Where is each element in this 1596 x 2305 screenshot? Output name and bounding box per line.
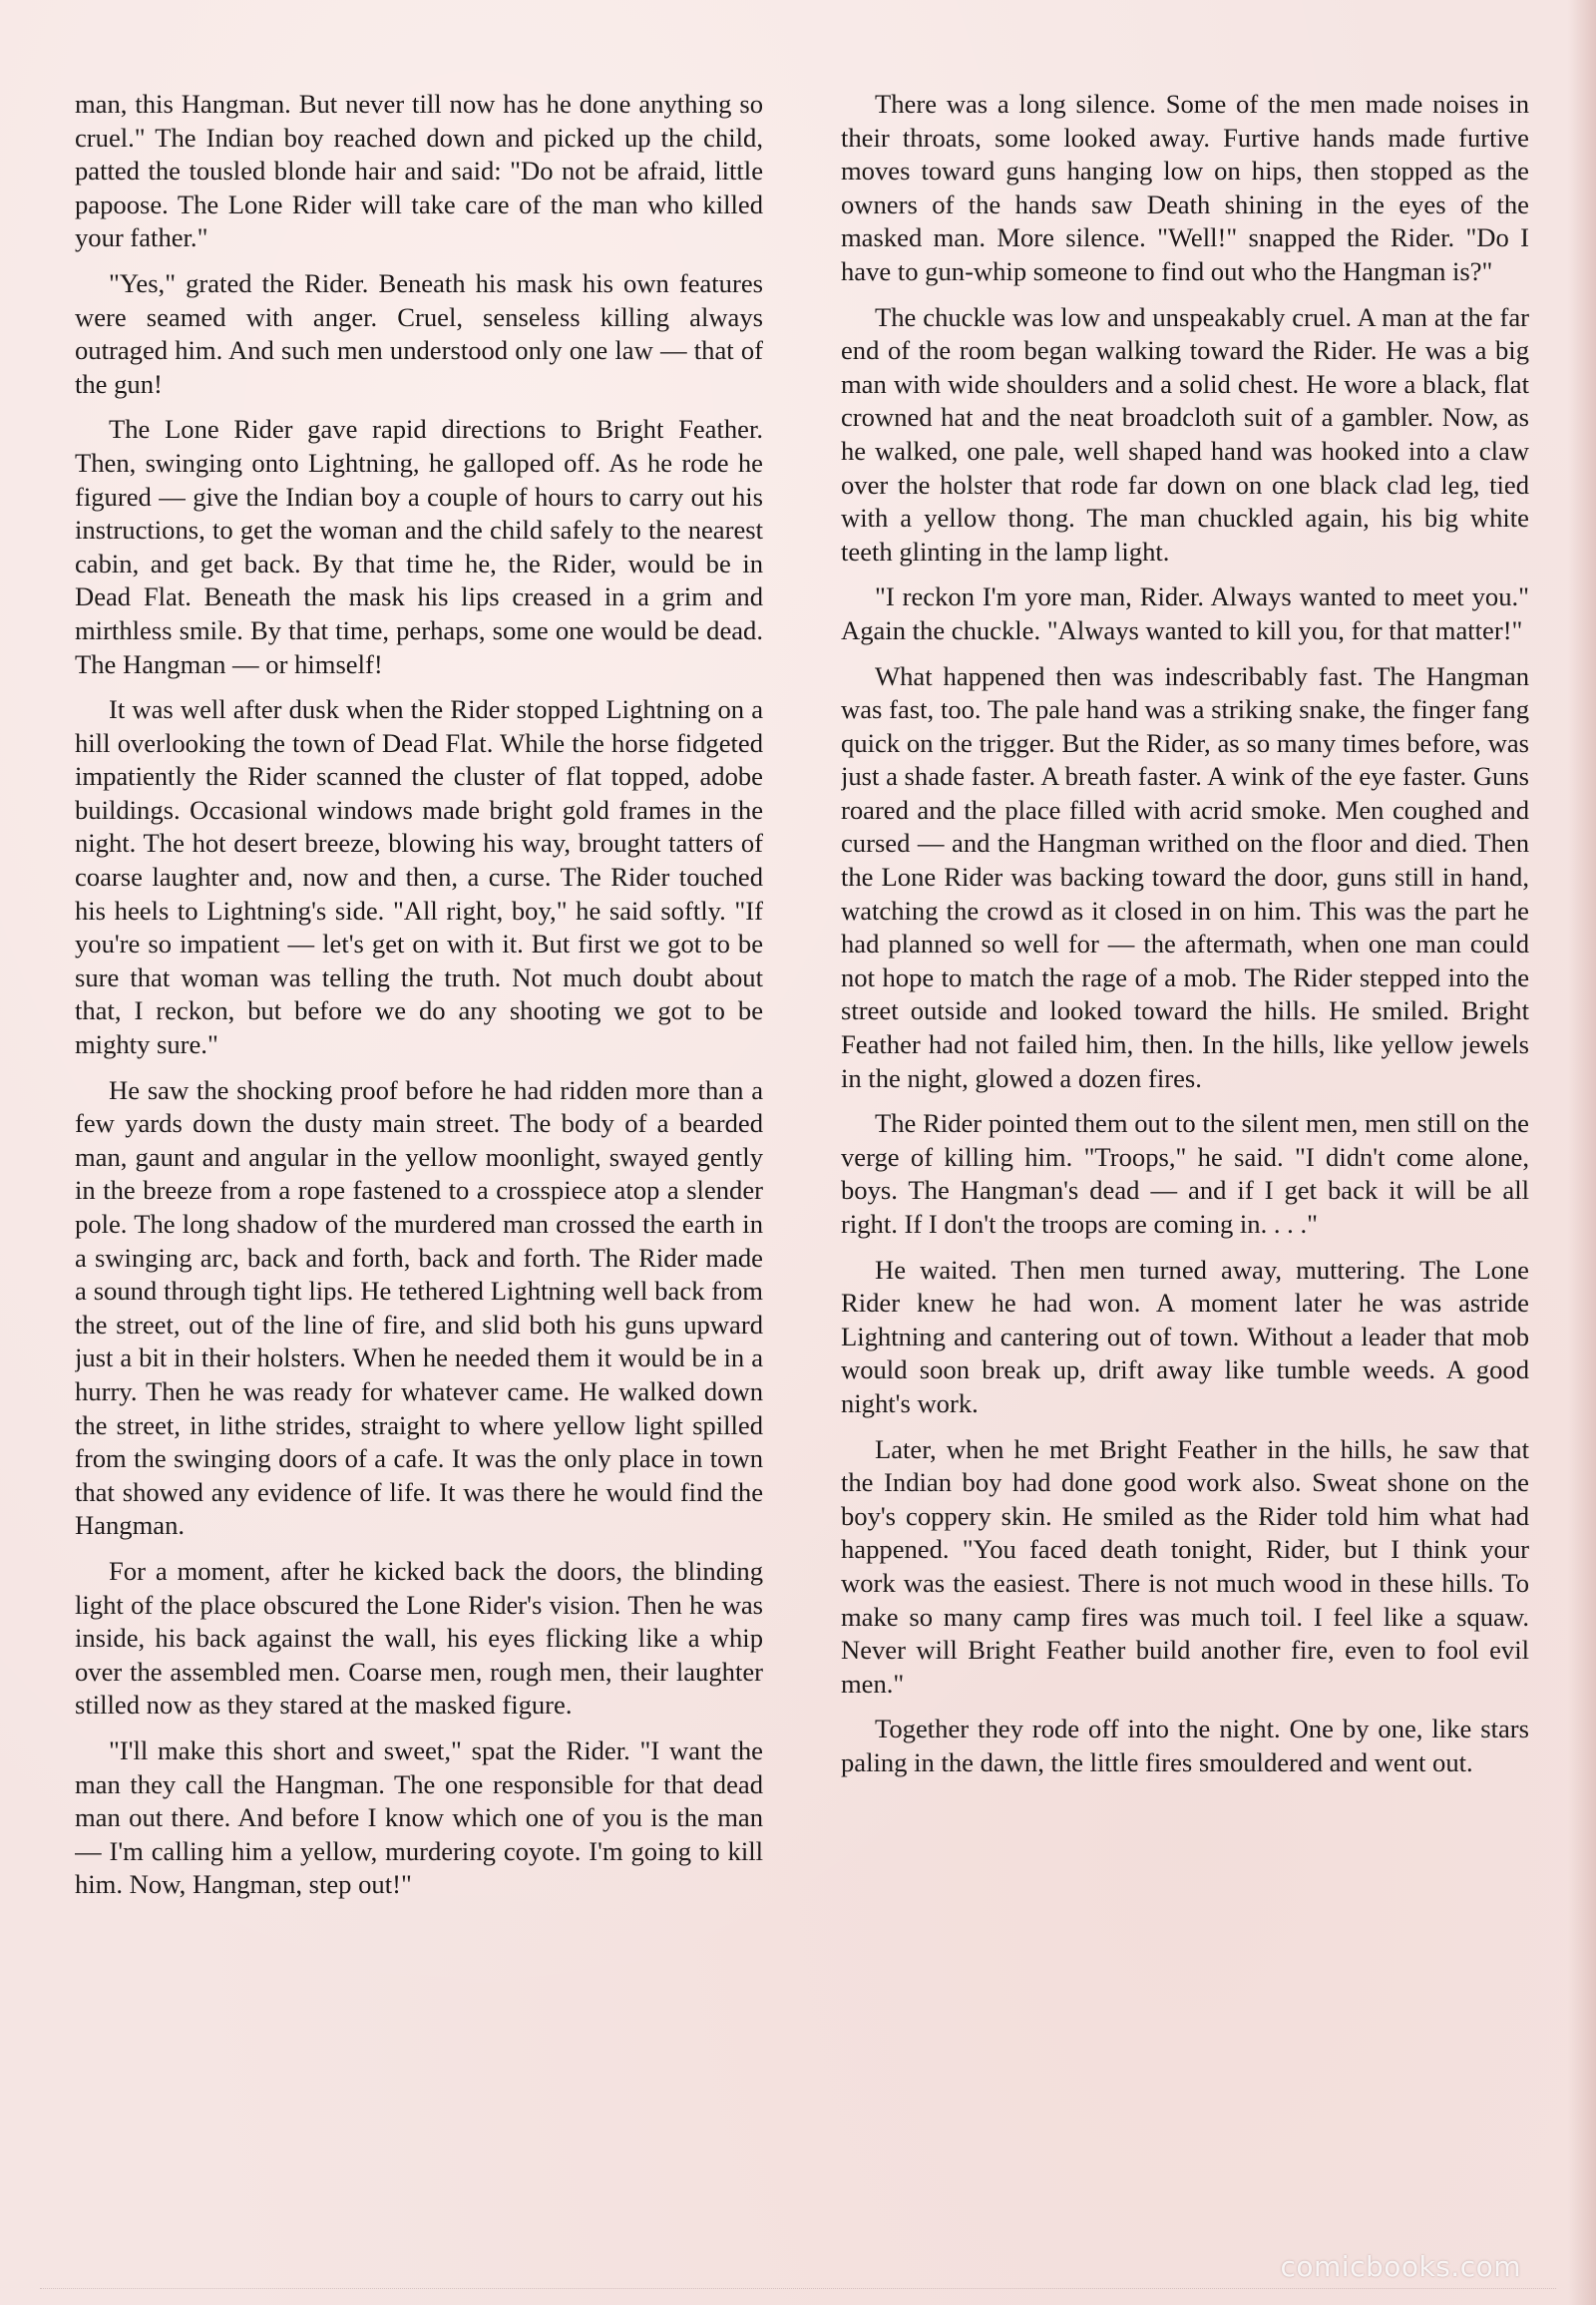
- paragraph: man, this Hangman. But never till now has he done anything so cruel." The Indian boy reached down and picked up the child, patted the tousled blonde hair and said: "Do not be afraid, little papoose. The Lone Rider will take care of the man who killed your father.": [75, 89, 763, 253]
- paragraph: There was a long silence. Some of the men made noises in their throats, some looked away. Furtive hands made furtive moves toward guns hanging low on hips, then stopped as the owners of the hands saw Death shining in the eyes of the masked man. More silence. "Well!" snapped the Rider. "Do I have to gun-whip someone to find out who the Hangman is?": [841, 89, 1529, 286]
- paragraph: The Rider pointed them out to the silent men, men still on the verge of killing him. "Troops," he said. "I didn't come alone, boys. The Hangman's dead — and if I get back it will be all right. If I don't the troops are coming in. . . .": [841, 1108, 1529, 1239]
- paragraph: He waited. Then men turned away, muttering. The Lone Rider knew he had won. A moment later he was astride Lightning and cantering out of town. Without a leader that mob would soon break up, drift away like tumble weeds. A good night's work.: [841, 1254, 1529, 1418]
- paragraph: It was well after dusk when the Rider stopped Lightning on a hill overlooking the town of Dead Flat. While the horse fidgeted impatiently the Rider scanned the cluster of flat topped, adobe buildings. Occasional windows made bright gold frames in the night. The hot desert breeze, blowing his way, brought tatters of coarse laughter and, now and then, a curse. The Rider touched his heels to Lightning's side. "All right, boy," he said softly. "If you're so impatient — let's get on with it. But first we got to be sure that woman was telling the truth. Not much doubt about that, I reckon, but before we do any shooting we got to be mighty sure.": [75, 694, 763, 1060]
- paragraph: Together they rode off into the night. One by one, like stars paling in the dawn, the little fires smouldered and went out.: [841, 1714, 1529, 1777]
- paragraph: Later, when he met Bright Feather in the hills, he saw that the Indian boy had done good work also. Sweat shone on the boy's coppery skin. He smiled as the Rider told him what had happened. "You faced death tonight, Rider, but I think your work was the easiest. There is not much wood in these hills. To make so many camp fires was much toil. I feel like a squaw. Never will Bright Feather build another fire, even to fool evil men.": [841, 1433, 1529, 1699]
- scan-artifact-line: [40, 2288, 1556, 2295]
- paragraph: For a moment, after he kicked back the doors, the blinding light of the place obscured the Lone Rider's vision. Then he was inside, his back against the wall, his eyes flicking like a whip over the assembled men. Coarse men, rough men, their laughter stilled now as they stared at the masked figure.: [75, 1555, 763, 1721]
- paragraph: "I'll make this short and sweet," spat the Rider. "I want the man they call the Hangman. The one responsible for that dead man out there. And before I know which one of you is the man — I'm calling him a yellow, murdering coyote. I'm going to kill him. Now, Hangman, step out!": [75, 1734, 763, 1900]
- site-watermark: comicbooks.com: [1280, 2250, 1521, 2283]
- page-edge-shadow: [1568, 0, 1596, 2305]
- paragraph: "I reckon I'm yore man, Rider. Always wanted to meet you." Again the chuckle. "Always wanted to kill you, for that matter!": [841, 581, 1529, 645]
- right-text-column: [841, 88, 1529, 2262]
- paragraph: The Lone Rider gave rapid directions to Bright Feather. Then, swinging onto Lightning, he galloped off. As he rode he figured — give the Indian boy a couple of hours to carry out his instructions, to get the woman and the child safely to the nearest cabin, and get back. By that time he, the Rider, would be in Dead Flat. Beneath the mask his lips creased in a grim and mirthless smile. By that time, perhaps, some one would be dead. The Hangman — or himself!: [75, 414, 763, 679]
- left-text-column: [75, 88, 763, 2262]
- paragraph: What happened then was indescribably fast. The Hangman was fast, too. The pale hand was a striking snake, the finger fang quick on the trigger. But the Rider, as so many times before, was just a shade faster. A breath faster. A wink of the eye faster. Guns roared and the place filled with acrid smoke. Men coughed and cursed — and the Hangman writhed on the floor and died. Then the Lone Rider was backing toward the door, guns still in hand, watching the crowd as it closed in on him. This was the part he had planned so well for — the aftermath, when one man could not hope to match the rage of a mob. The Rider stepped into the street outside and looked toward the hills. He smiled. Bright Feather had not failed him, then. In the hills, like yellow jewels in the night, glowed a dozen fires.: [841, 660, 1529, 1093]
- paragraph: "Yes," grated the Rider. Beneath his mask his own features were seamed with anger. Cruel, senseless killing always outraged him. And such men understood only one law — that of the gun!: [75, 267, 763, 399]
- paragraph: He saw the shocking proof before he had ridden more than a few yards down the dusty main street. The body of a bearded man, gaunt and angular in the yellow moonlight, swayed gently in the breeze from a rope fastened to a crosspiece atop a slender pole. The long shadow of the murdered man crossed the earth in a swinging arc, back and forth, back and forth. The Rider made a sound through tight lips. He tethered Lightning well back from the street, out of the line of fire, and slid both his guns upward just a bit in their holsters. When he needed them it would be in a hurry. Then he was ready for whatever came. He walked down the street, in lithe strides, straight to where yellow light spilled from the swinging doors of a cafe. It was the only place in town that showed any evidence of life. It was there he would find the Hangman.: [75, 1074, 763, 1541]
- paragraph: The chuckle was low and unspeakably cruel. A man at the far end of the room began walking toward the Rider. He was a big man with wide shoulders and a solid chest. He wore a black, flat crowned hat and the neat broadcloth suit of a gambler. Now, as he walked, one pale, well shaped hand was hooked into a claw over the holster that rode far down on one black clad leg, tied with a yellow thong. The man chuckled again, his big white teeth glinting in the lamp light.: [841, 301, 1529, 567]
